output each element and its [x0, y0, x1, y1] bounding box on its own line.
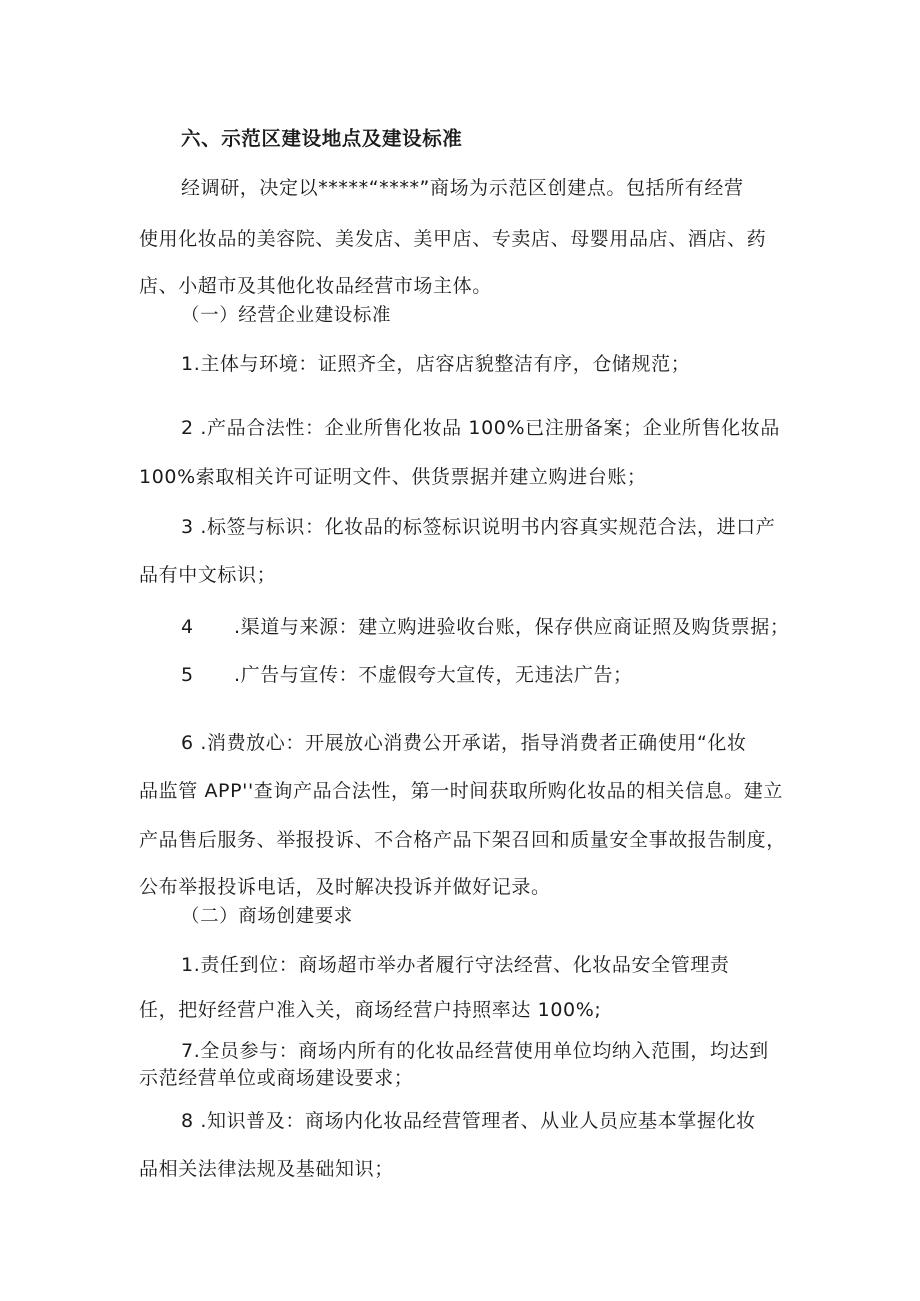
list-item-continuation: 品监管 APP''查询产品合法性，第一时间获取所购化妆品的相关信息。建立	[139, 780, 783, 802]
list-item: .渠道与来源：建立购进验收台账，保存供应商证照及购货票据；	[234, 616, 790, 638]
list-item: 1.责任到位：商场超市举办者履行守法经营、化妆品安全管理责	[181, 954, 730, 976]
subsection-title: （一）经营企业建设标准	[181, 305, 392, 326]
list-item: 2 .产品合法性：企业所售化妆品 100%已注册备案；企业所售化妆品	[181, 417, 780, 439]
list-item-continuation: 产品售后服务、举报投诉、不合格产品下架召回和质量安全事故报告制度，	[139, 829, 786, 851]
intro-paragraph-line: 店、小超市及其他化妆品经营市场主体。	[139, 275, 492, 297]
list-item: 1.主体与环境：证照齐全，店容店貌整洁有序，仓储规范；	[181, 353, 691, 375]
subsection-title: （二）商场创建要求	[181, 906, 353, 927]
intro-paragraph-line: 使用化妆品的美容院、美发店、美甲店、专卖店、母婴用品店、酒店、药	[139, 228, 767, 250]
list-item-number: 4	[181, 616, 194, 638]
intro-paragraph-line: 经调研，决定以*****“****”商场为示范区创建点。包括所有经营	[181, 177, 744, 199]
list-item-continuation: 任，把好经营户准入关，商场经营户持照率达 100%;	[139, 999, 602, 1021]
list-item-number: 5	[181, 664, 194, 686]
list-item-continuation: 品有中文标识；	[139, 564, 277, 586]
list-item: .广告与宣传：不虚假夸大宣传，无违法广告；	[234, 664, 633, 686]
list-item: 3 .标签与标识：化妆品的标签标识说明书内容真实规范合法，进口产	[181, 516, 776, 538]
list-item-continuation: 100%索取相关许可证明文件、供货票据并建立购进台账；	[139, 466, 647, 488]
list-item-continuation: 公布举报投诉电话，及时解决投诉并做好记录。	[139, 876, 551, 898]
list-item: 8 .知识普及：商场内化妆品经营管理者、从业人员应基本掌握化妆	[181, 1110, 756, 1132]
list-item-continuation: 示范经营单位或商场建设要求；	[139, 1067, 414, 1089]
list-item-continuation: 品相关法律法规及基础知识；	[139, 1158, 394, 1180]
list-item: 6 .消费放心：开展放心消费公开承诺，指导消费者正确使用“化妆	[181, 732, 747, 754]
list-item: 7.全员参与：商场内所有的化妆品经营使用单位均纳入范围，均达到	[181, 1040, 769, 1062]
section-title: 六、示范区建设地点及建设标准	[181, 127, 463, 150]
